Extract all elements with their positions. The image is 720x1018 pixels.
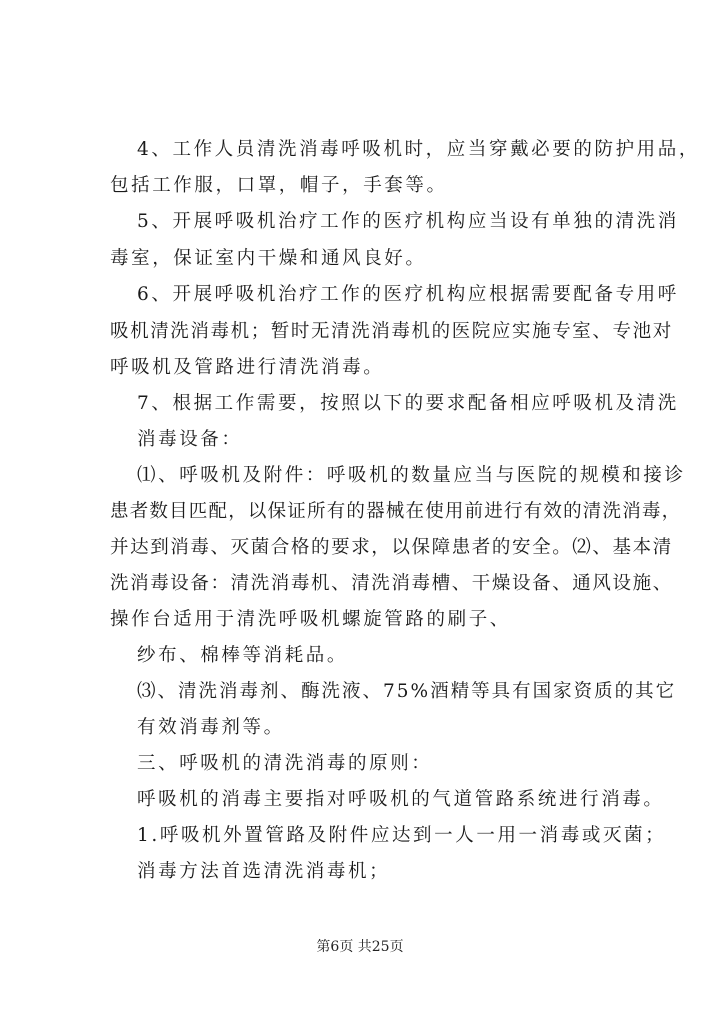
paragraph-line: 消毒设备：: [137, 429, 243, 450]
paragraph-line: 7、根据工作需要，按照以下的要求配备相应呼吸机及清洗: [137, 393, 679, 414]
paragraph-line: 5、开展呼吸机治疗工作的医疗机构应当设有单独的清洗消: [137, 211, 679, 232]
paragraph-line: 并达到消毒、灭菌合格的要求，以保障患者的安全。⑵、基本清: [110, 537, 673, 558]
page-number-footer: 第6页 共25页: [316, 939, 404, 955]
paragraph-line: 消毒方法首选清洗消毒机；: [137, 861, 391, 882]
section-heading: 三、呼吸机的清洗消毒的原则：: [137, 753, 433, 774]
paragraph-line: 操作台适用于清洗呼吸机螺旋管路的刷子、: [110, 609, 511, 630]
paragraph-line: 毒室，保证室内干燥和通风良好。: [110, 248, 427, 269]
paragraph-line: 6、开展呼吸机治疗工作的医疗机构应根据需要配备专用呼: [137, 284, 679, 305]
paragraph-line: 洗消毒设备：清洗消毒机、清洗消毒槽、干燥设备、通风设施、: [110, 573, 673, 594]
paragraph-line: 包括工作服，口罩，帽子，手套等。: [110, 175, 448, 196]
paragraph-line: 1.呼吸机外置管路及附件应达到一人一用一消毒或灭菌；: [137, 825, 667, 846]
paragraph-line: 呼吸机及管路进行清洗消毒。: [110, 357, 385, 378]
paragraph-line: 纱布、棉棒等消耗品。: [137, 645, 349, 666]
paragraph-line: 吸机清洗消毒机；暂时无清洗消毒机的医院应实施专室、专池对: [110, 321, 673, 342]
paragraph-line: ⑶、清洗消毒剂、酶洗液、75%酒精等具有国家资质的其它: [137, 681, 677, 702]
paragraph-line: 患者数目匹配，以保证所有的器械在使用前进行有效的清洗消毒，: [110, 501, 682, 522]
paragraph-line: 呼吸机的消毒主要指对呼吸机的气道管路系统进行消毒。: [137, 789, 665, 810]
paragraph-line: 4、工作人员清洗消毒呼吸机时，应当穿戴必要的防护用品，: [137, 139, 700, 160]
paragraph-line: ⑴、呼吸机及附件：呼吸机的数量应当与医院的规模和接诊: [137, 465, 686, 486]
paragraph-line: 有效消毒剂等。: [137, 717, 285, 738]
